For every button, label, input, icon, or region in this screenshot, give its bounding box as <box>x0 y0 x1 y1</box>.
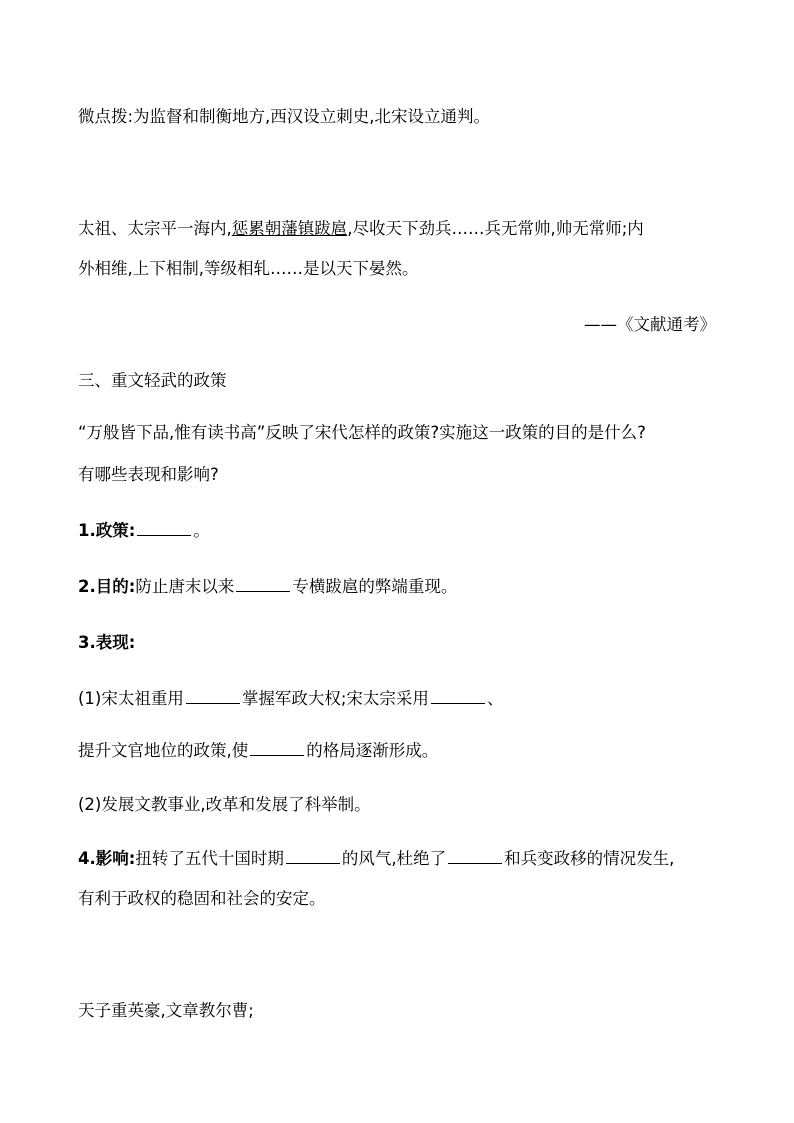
manifestation-1-line-1 <box>78 688 503 710</box>
item-text: 防止唐末以来 <box>135 577 235 596</box>
question-line-1: “万般皆下品,惟有读书高”反映了宋代怎样的政策?实施这一政策的目的是什么? <box>78 423 646 442</box>
item-label: 2.目的: <box>78 577 136 596</box>
quote-text: 太祖、太宗平一海内, <box>78 219 232 238</box>
item-manifestation <box>78 632 135 654</box>
item-policy <box>78 520 210 542</box>
answer-blank[interactable] <box>236 577 290 592</box>
quote-source: ——《文献通考》 <box>584 315 716 334</box>
item-text: 和兵变政移的情况发生, <box>504 849 675 868</box>
manifestation-2: (2)发展文教事业,改革和发展了科举制。 <box>78 795 371 814</box>
item-text: (1)宋太祖重用 <box>78 689 184 708</box>
answer-blank[interactable] <box>286 849 340 864</box>
item-purpose <box>78 576 457 598</box>
answer-blank[interactable] <box>448 849 502 864</box>
manifestation-1-line-2 <box>78 740 438 762</box>
item-label: 4.影响: <box>78 849 136 868</box>
item-text: 提升文官地位的政策,使 <box>78 741 249 760</box>
item-label: 3.表现: <box>78 633 136 652</box>
impact-line-2: 有利于政权的稳固和社会的安定。 <box>78 889 326 908</box>
quote-text: ,尽收天下劲兵……兵无常帅,帅无常师;内 <box>347 219 644 238</box>
item-impact <box>78 848 674 870</box>
item-text: 。 <box>193 521 210 540</box>
quote-line-2: 外相维,上下相制,等级相轧……是以天下晏然。 <box>78 259 419 278</box>
quote-underlined-text: 惩累朝藩镇跋扈 <box>231 219 348 238</box>
item-text: 、 <box>486 689 504 708</box>
answer-blank[interactable] <box>186 689 240 704</box>
question-line-2: 有哪些表现和影响? <box>78 465 219 484</box>
item-text: 掌握军政大权;宋太宗采用 <box>241 689 429 708</box>
item-text: 专横跋扈的弊端重现。 <box>292 577 458 596</box>
poem-line: 天子重英豪,文章教尔曹; <box>78 1001 254 1020</box>
section-heading: 三、重文轻武的政策 <box>78 371 227 390</box>
item-text: 的风气,杜绝了 <box>341 849 447 868</box>
answer-blank[interactable] <box>431 689 485 704</box>
item-text: 的格局逐渐形成。 <box>306 741 439 760</box>
answer-blank[interactable] <box>137 521 191 536</box>
answer-blank[interactable] <box>250 741 304 756</box>
item-label: 1.政策: <box>78 521 136 540</box>
item-text: 扭转了五代十国时期 <box>135 849 284 868</box>
tip-note: 微点拨:为监督和制衡地方,西汉设立刺史,北宋设立通判。 <box>78 107 491 126</box>
quote-line-1 <box>78 218 644 240</box>
